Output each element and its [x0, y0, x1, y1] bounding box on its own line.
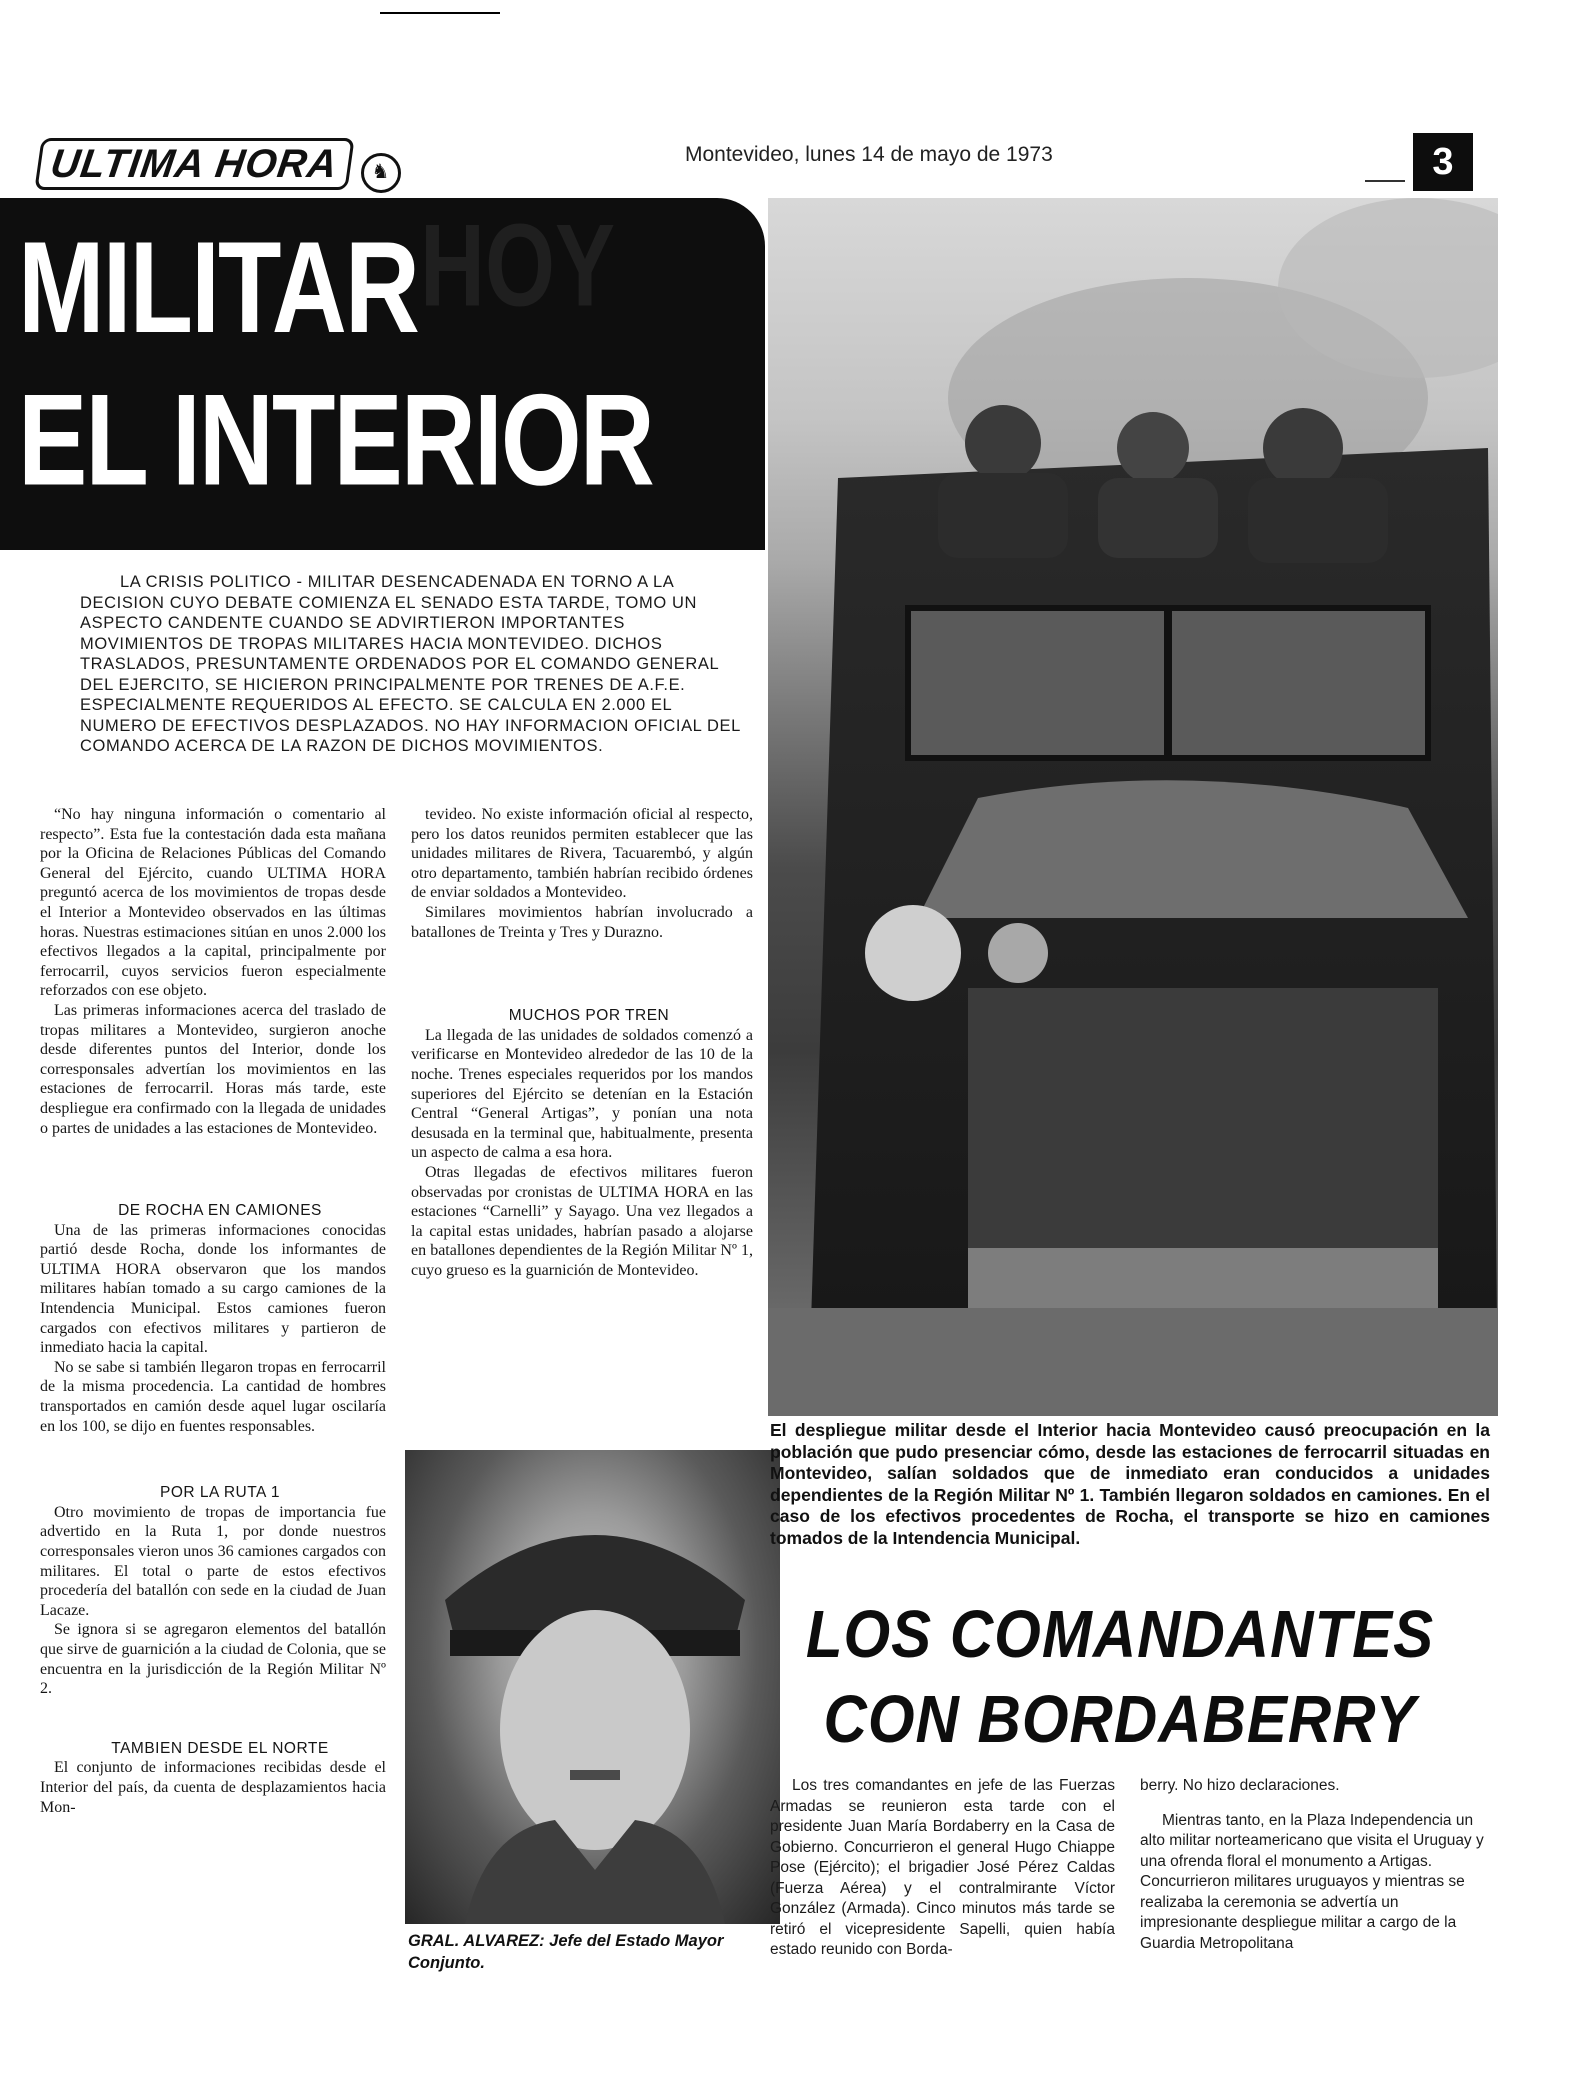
col1-paragraph-5: Otro movimiento de tropas de importancia fue advertido en la Ruta 1, por donde nuestros corresponsales vieron unos 36 camiones cargados con militares. El total o parte de estos efectivos procedería del batallón con sede en la ciudad de Juan Lacaze. [40, 1503, 386, 1619]
col2-paragraph-4: Otras llegadas de efectivos militares fueron observadas por cronistas de ULTIMA HORA en las estaciones “Carnelli” y Sayago. Una vez llegados a la capital estas unidades, habrían pasado a alojarse en batallones dependientes de la Región Militar Nº 1, cuyo grueso es la guarnición de Montevideo. [411, 1163, 753, 1279]
col1-subhead-rocha: DE ROCHA EN CAMIONES [118, 1202, 322, 1220]
col2-paragraph-2: Similares movimientos habrían involucrado a batallones de Treinta y Tres y Durazno. [411, 903, 753, 941]
main-headline-line1: MILITAR [18, 215, 418, 361]
col1-subhead-norte: TAMBIEN DESDE EL NORTE [111, 1739, 329, 1757]
main-headline [18, 212, 653, 517]
second-story-paragraph-3: Mientras tanto, en la Plaza Independencia un alto militar norteamericano que visita el Uruguay y una ofrenda floral el monumento a Artigas. Concurrieron militares uruguayos y mientras se realizaba la ceremonia se advertía un impresionante despliegue militar a cargo de la Guardia Metropolitana [1140, 1811, 1484, 1952]
headline-ghost-text: HOY [420, 201, 616, 332]
second-headline-line2: CON BORDABERRY [823, 1681, 1417, 1757]
main-headline-line2: EL INTERIOR [18, 368, 653, 514]
col1-paragraph-2: Las primeras informaciones acerca del traslado de tropas militares a Montevideo, surgieron anoche desde diferentes puntos del Interior, donde los corresponsales advertían los movimientos en las estaciones de ferrocarril. Horas más tarde, este despliegue era confirmado con la llegada de unidades o partes de unidades a las estaciones de Montevideo. [40, 1001, 386, 1137]
second-story-column-1 [770, 1776, 1115, 1961]
general-alvarez-portrait [405, 1450, 780, 1924]
masthead-name: ULTIMA HORA [34, 138, 354, 190]
portrait-caption: GRAL. ALVAREZ: Jefe del Estado Mayor Conjunto. [408, 1932, 724, 1972]
masthead-logo [38, 138, 418, 184]
article-column-2 [411, 805, 753, 1280]
top-rule [380, 12, 500, 14]
lead-paragraph: LA CRISIS POLITICO - MILITAR DESENCADENADA EN TORNO A LA DECISION CUYO DEBATE COMIENZA EL SENADO ESTA TARDE, TOMO UN ASPECTO CANDENTE CUANDO SE ADVIRTIERON IMPORTANTES MOVIMIENTOS DE TROPAS MILITARES HACIA MONTEVIDEO. DICHOS TRASLADOS, PRESUNTAMENTE ORDENADOS POR EL COMANDO GENERAL DEL EJERCITO, SE HICIERON PRINCIPALMENTE POR TRENES DE A.F.E. ESPECIALMENTE REQUERIDOS AL EFECTO. SE CALCULA EN 2.000 EL NUMERO DE EFECTIVOS DESPLAZADOS. NO HAY INFORMACION OFICIAL DEL COMANDO ACERCA DE LA RAZON DE DICHOS MOVIMIENTOS. [80, 573, 741, 755]
col1-paragraph-1: “No hay ninguna información o comentario al respecto”. Esta fue la contestación dada esta mañana por la Oficina de Relaciones Públicas del Comando General del Ejército, cuando ULTIMA HORA preguntó acerca de los movimientos de tropas desde el Interior a Montevideo observados en las últimas horas. Nuestras estimaciones sitúan en unos 2.000 los efectivos llegados a la capital, principalmente por ferrocarril, cuyos servicios fueron especialmente reforzados con ese objeto. [40, 806, 386, 1000]
col2-subhead-tren: MUCHOS POR TREN [508, 1007, 670, 1025]
second-headline [770, 1592, 1470, 1762]
col1-paragraph-6: Se ignora si se agregaron elementos del batallón que sirve de guarnición a la ciudad de Colonia, que se encuentra en la jurisdicción de la Región Militar Nº 2. [40, 1621, 386, 1698]
page-number: 3 [1413, 133, 1473, 191]
second-headline-line1: LOS COMANDANTES [805, 1596, 1435, 1672]
headline-block [0, 198, 765, 550]
second-story-column-2 [1140, 1776, 1485, 1954]
military-truck-photo [768, 198, 1498, 1416]
second-story-paragraph-2: berry. No hizo declaraciones. [1140, 1777, 1340, 1794]
col2-paragraph-3: La llegada de las unidades de soldados comenzó a verificarse en Montevideo alrededor de las 10 de la noche. Trenes especiales requeridos por los mandos superiores del Ejército se detenían en la Estación Central “General Artigas”, y ponían una nota desusada en la terminal que, habitualmente, presenta un aspecto de calma a esa hora. [411, 1026, 753, 1162]
second-story-paragraph-1: Los tres comandantes en jefe de las Fuerzas Armadas se reunieron esta tarde con el presidente Juan María Bordaberry en la Casa de Gobierno. Concurrieron el general Hugo Chiappe Pose (Ejército); el brigadier José Pérez Caldas (Fuerza Aérea) y el contralmirante Víctor González (Armada). Cinco minutos más tarde se retiró el vicepresidente Sapelli, quien había estado reunido con Borda- [770, 1777, 1115, 1958]
article-column-1 [40, 805, 386, 1817]
col1-paragraph-4: No se sabe si también llegaron tropas en ferrocarril de la misma procedencia. La cantidad de hombres transportados en camión desde aquel lugar oscilaría en los 100, se dijo en fuentes responsables. [40, 1358, 386, 1435]
portrait-illustration [405, 1450, 780, 1924]
dateline: Montevideo, lunes 14 de mayo de 1973 [685, 143, 1053, 166]
col2-paragraph-1: tevideo. No existe información oficial al respecto, pero los datos reunidos permiten establecer que las unidades militares de Rivera, Tacuarembó, y algún otro departamento, también habrían recibido órdenes de enviar soldados a Montevideo. [411, 806, 753, 902]
dateline-rule [1365, 180, 1405, 182]
photo-caption: El despliegue militar desde el Interior hacia Montevideo causó preocupación en la población que pudo presenciar cómo, desde las estaciones de ferrocarril situadas en Montevideo, salían soldados que de inmediato eran conducidos a unidades dependientes de la Región Militar Nº 1. También llegaron soldados en camiones. En el caso de los efectivos procedentes de Rocha, el transporte se hizo en camiones tomados de la Intendencia Municipal. [770, 1420, 1490, 1548]
col1-paragraph-3: Una de las primeras informaciones conocidas partió desde Rocha, donde los informantes de ULTIMA HORA observaron que los mandos militares habían tomado a su cargo camiones de la Intendencia Municipal. Estos camiones fueron cargados con efectivos militares y partieron de inmediato hacia la capital. [40, 1221, 386, 1357]
horse-emblem-icon: ♞ [361, 153, 401, 193]
truck-photo-illustration [768, 198, 1498, 1416]
col1-paragraph-7: El conjunto de informaciones recibidas desde el Interior del país, da cuenta de desplazamientos hacia Mon- [40, 1759, 386, 1816]
col1-subhead-ruta: POR LA RUTA 1 [160, 1484, 280, 1502]
